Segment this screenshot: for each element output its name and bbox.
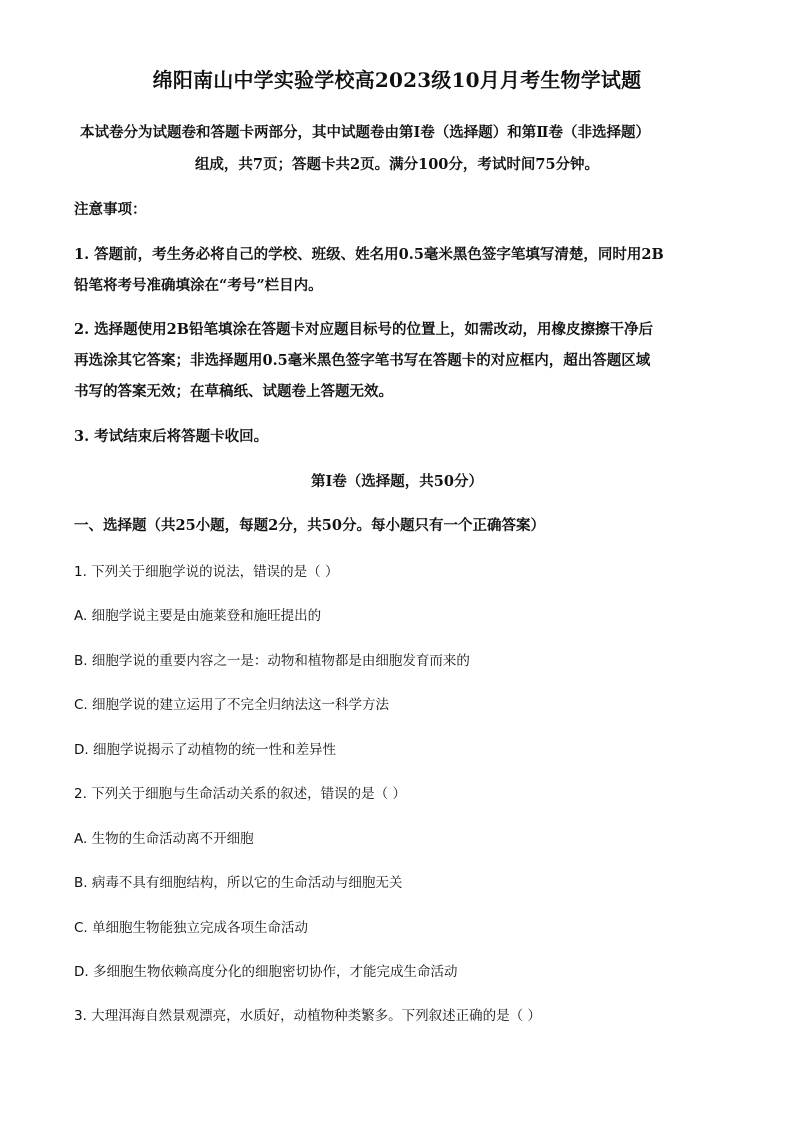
note-1-line-1: 1. 答题前，考生务必将自己的学校、班级、姓名用0.5毫米黑色签字笔填写清楚，同时用2B: [74, 246, 664, 263]
note-1-line-2: 铅笔将考号准确填涂在“考号”栏目内。: [74, 277, 323, 294]
note-2-line-1: 2. 选择题使用2B铅笔填涂在答题卡对应题目标号的位置上，如需改动，用橡皮擦擦干净后: [74, 321, 654, 338]
question-2-option-c: C. 单细胞生物能独立完成各项生命活动: [74, 920, 309, 936]
question-3-stem: 3. 大理洱海自然景观漂亮，水质好，动植物种类繁多。下列叙述正确的是（ ）: [74, 1008, 541, 1024]
question-2-option-a: A. 生物的生命活动离不开细胞: [74, 831, 254, 847]
part-title: 第Ⅰ卷（选择题，共50分）: [311, 473, 483, 490]
question-1-option-b: B. 细胞学说的重要内容之一是：动物和植物都是由细胞发育而来的: [74, 653, 470, 669]
question-1-option-a: A. 细胞学说主要是由施莱登和施旺提出的: [74, 608, 322, 624]
question-1-stem: 1. 下列关于细胞学说的说法，错误的是（ ）: [74, 564, 339, 580]
note-2-line-2: 再选涂其它答案；非选择题用0.5毫米黑色签字笔书写在答题卡的对应框内，超出答题区域: [74, 352, 651, 369]
section-heading: 一、选择题（共25小题，每题2分，共50分。每小题只有一个正确答案）: [74, 517, 545, 534]
note-2-line-3: 书写的答案无效；在草稿纸、试题卷上答题无效。: [74, 383, 393, 400]
intro-line-1: 本试卷分为试题卷和答题卡两部分，其中试题卷由第Ⅰ卷（选择题）和第Ⅱ卷（非选择题）: [80, 124, 650, 141]
question-2-option-b: B. 病毒不具有细胞结构，所以它的生命活动与细胞无关: [74, 875, 403, 891]
page-title: 绵阳南山中学实验学校高2023级10月月考生物学试题: [152, 68, 642, 92]
question-1-option-c: C. 细胞学说的建立运用了不完全归纳法这一科学方法: [74, 697, 390, 713]
question-2-stem: 2. 下列关于细胞与生命活动关系的叙述，错误的是（ ）: [74, 786, 406, 802]
note-3: 3. 考试结束后将答题卡收回。: [74, 428, 269, 445]
question-1-option-d: D. 细胞学说揭示了动植物的统一性和差异性: [74, 742, 336, 758]
notes-heading: 注意事项：: [74, 201, 147, 218]
question-2-option-d: D. 多细胞生物依赖高度分化的细胞密切协作，才能完成生命活动: [74, 964, 458, 980]
intro-line-2: 组成，共7页；答题卡共2页。满分100分，考试时间75分钟。: [194, 156, 600, 173]
